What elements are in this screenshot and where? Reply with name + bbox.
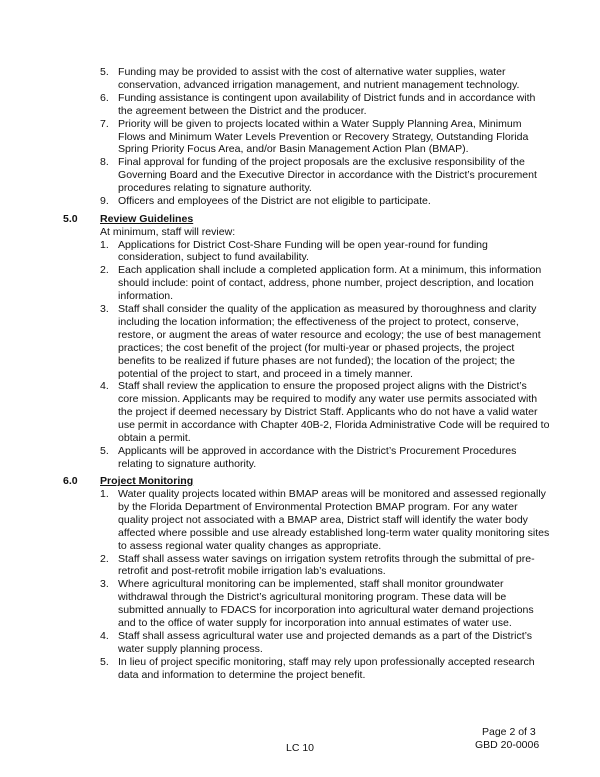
funding-list <box>0 66 600 208</box>
list-item <box>0 630 600 656</box>
list-item-text: Funding assistance is contingent upon availability of District funds and in accordance with the agreement between the District and the producer. <box>118 91 536 117</box>
section-title: Project Monitoring <box>100 475 194 487</box>
list-item <box>0 553 600 579</box>
list-item-number: 4. <box>100 629 109 642</box>
list-item-text: Priority will be given to projects located within a Water Supply Planning Area, Minimum Flows and Minimum Water Levels Prevention or Recovery Strategy, Outstanding Florida Spring Priority Focus Area, and/or Basin Management Action Plan (BMAP). <box>118 117 529 156</box>
list-item <box>0 380 600 445</box>
list-item-number: 5. <box>100 655 109 668</box>
list-item-text: Applications for District Cost-Share Funding will be open year-round for funding consideration, subject to fund availability. <box>118 238 488 264</box>
list-item-number: 3. <box>100 578 109 591</box>
list-item <box>0 488 600 553</box>
list-item <box>0 239 600 265</box>
list-item-number: 1. <box>100 488 109 500</box>
section-number: 5.0 <box>63 213 78 225</box>
list-item-text: Applicants will be approved in accordance with the District’s Procurement Procedures relating to signature authority. <box>118 445 517 470</box>
list-item <box>0 445 600 471</box>
list-item <box>0 303 600 380</box>
list-item-number: 2. <box>100 552 109 565</box>
section-number: 6.0 <box>63 475 78 487</box>
list-item-number: 7. <box>100 117 109 130</box>
list-item-number: 5. <box>100 445 109 457</box>
footer-page-number: Page 2 of 3 <box>482 726 536 738</box>
section-title: Review Guidelines <box>100 213 194 225</box>
list-item-text: Water quality projects located within BMAP areas will be monitored and assessed regionally by the Florida Department of Environmental Protection BMAP program. For any water quality project not associated with a BMAP area, District staff will identify the water body affected where possible and use already established long-term water quality monitoring sites to assess regional water quality changes as appropriate. <box>118 488 550 552</box>
list-item-number: 9. <box>100 195 109 208</box>
list-item <box>0 578 600 630</box>
list-item <box>0 66 600 92</box>
list-item-text: Staff shall assess agricultural water use and projected demands as a part of the District’s water supply planning process. <box>118 629 533 655</box>
list-item-number: 5. <box>100 66 109 78</box>
footer-center-label: LC 10 <box>286 742 315 754</box>
list-item <box>0 92 600 118</box>
list-item-text: Staff shall consider the quality of the application as measured by thoroughness and clarity including the location information; the effectiveness of the project to protect, conserve, restore, or augment the areas of water resource and ecology; the use of best management practices; the cost benefit of the project (for multi-year or phased projects, the project benefits to be realized if future phases are not funded); the location of the project; the potential of the project to start, and proceed in a timely manner. <box>118 303 541 380</box>
list-item <box>0 156 600 195</box>
list-item-text: Officers and employees of the District are not eligible to participate. <box>118 195 431 208</box>
list-item-text: Staff shall review the application to ensure the proposed project aligns with the District’s core mission. Applicants may be required to modify any water use permits associated with the project if deemed necessary by District Staff. Applicants who do not have a valid water use permit in accordance with Chapter 40B-2, Florida Administrative Code will be required to obtain a permit. <box>118 380 550 445</box>
list-item <box>0 118 600 157</box>
list-item-number: 1. <box>100 238 109 251</box>
list-item <box>0 264 600 303</box>
list-item <box>0 656 600 682</box>
list-item-text: Final approval for funding of the project proposals are the exclusive responsibility of the Governing Board and the Executive Director in accordance with the District’s procurement procedures relating to signature authority. <box>118 156 537 195</box>
list-item-text: Where agricultural monitoring can be implemented, staff shall monitor groundwater withdrawal through the District’s agricultural monitoring program. These data will be submitted annually to FDACS for incorporation into agricultural water demand projections and to the office of water supply for incorporation into annual estimates of water use. <box>118 578 534 630</box>
review-guidelines-list <box>0 239 600 471</box>
list-item-number: 2. <box>100 264 109 277</box>
list-item <box>0 195 600 208</box>
list-item-number: 8. <box>100 156 109 169</box>
list-item-number: 6. <box>100 91 109 104</box>
list-item-text: Staff shall assess water savings on irrigation system retrofits through the submittal of pre-retrofit and post-retrofit mobile irrigation lab’s evaluations. <box>118 552 535 578</box>
list-item-text: Each application shall include a completed application form. At a minimum, this information should include: point of contact, address, phone number, project description, and location information. <box>118 264 542 303</box>
list-item-number: 3. <box>100 303 109 316</box>
list-item-text: Funding may be provided to assist with the cost of alternative water supplies, water conservation, advanced irrigation management, and nutrient management technology. <box>118 66 520 91</box>
list-item-text: In lieu of project specific monitoring, staff may rely upon professionally accepted research data and information to determine the project benefit. <box>118 655 535 681</box>
list-item-number: 4. <box>100 380 109 393</box>
project-monitoring-list <box>0 488 600 682</box>
footer-document-id: GBD 20-0006 <box>475 739 540 751</box>
review-intro: At minimum, staff will review: <box>100 225 236 238</box>
